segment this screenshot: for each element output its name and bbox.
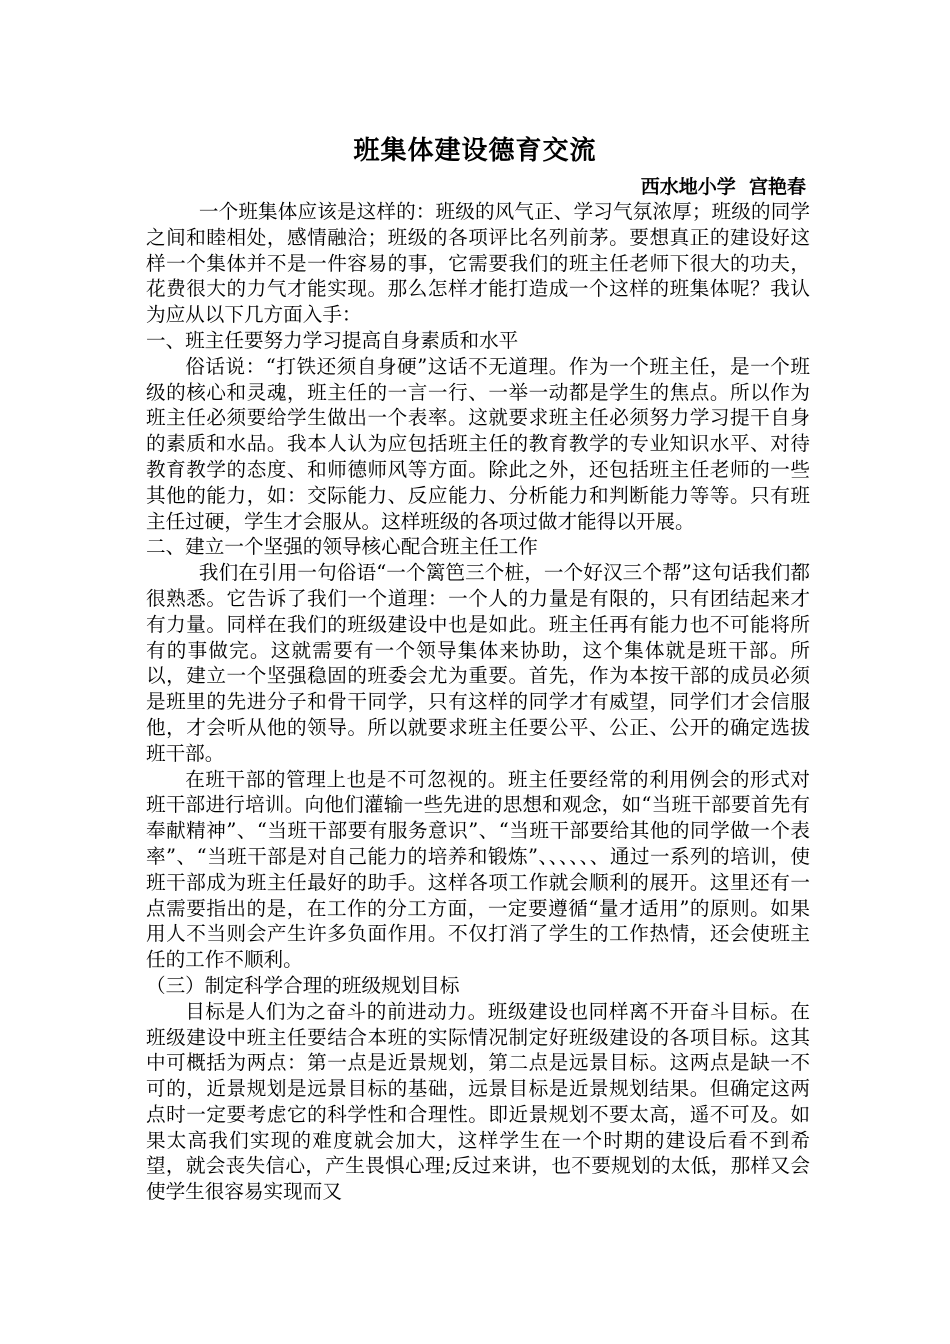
section-1-heading: 一、班主任要努力学习提高自身素质和水平 [146, 328, 519, 352]
section-3-heading: （三）制定科学合理的班级规划目标 [146, 973, 460, 997]
section-1-paragraph: 俗话说：“打铁还须自身硬”这话不无道理。作为一个班主任，是一个班级的核心和灵魂，班主任的一言一行、一举一动都是学生的焦点。所以作为班主任必须要给学生做出一个表率。这就要求班主任必须努力学习提干自身的素质和水品。我本人认为应包括班主任的教育教学的专业知识水平、对待教育教学的态度、和师德师风等方面。除此之外，还包括班主任老师的一些其他的能力，如：交际能力、反应能力、分析能力和判断能力等等。只有班主任过硬，学生才会服从。这样班级的各项过做才能得以开展。 [146, 354, 810, 533]
author-line: 西水地小学 宫艳春 [640, 176, 806, 198]
section-2-paragraph-2: 在班干部的管理上也是不可忽视的。班主任要经常的利用例会的形式对班干部进行培训。向他们灌输一些先进的思想和观念，如“当班干部要首先有奉献精神”、“当班干部要有服务意识”、“当班干部要给其他的同学做一个表率”、“当班干部是对自己能力的培养和锻炼”、、、、、、通过一系列的培训，使班干部成为班主任最好的助手。这样各项工作就会顺利的展开。这里还有一点需要指出的是，在工作的分工方面，一定要遵循“量才适用”的原则。如果用人不当则会产生许多负面作用。不仅打消了学生的工作热情，还会使班主任的工作不顺利。 [146, 767, 810, 972]
section-2-heading: 二、建立一个坚强的领导核心配合班主任工作 [146, 535, 538, 559]
document-title: 班集体建设德育交流 [353, 136, 597, 166]
intro-paragraph: 一个班集体应该是这样的：班级的风气正、学习气氛浓厚；班级的同学之间和睦相处，感情融洽；班级的各项评比名列前茅。要想真正的建设好这样一个集体并不是一件容易的事，它需要我们的班主任老师下很大的功夫，花费很大的力气才能实现。那么怎样才能打造成一个这样的班集体呢？我认为应从以下几方面入手： [146, 200, 810, 327]
section-3-paragraph: 目标是人们为之奋斗的前进动力。班级建设也同样离不开奋斗目标。在班级建设中班主任要结合本班的实际情况制定好班级建设的各项目标。这其中可概括为两点：第一点是近景规划，第二点是远景目标。这两点是缺一不可的，近景规划是远景目标的基础，远景目标是近景规划结果。但确定这两点时一定要考虑它的科学性和合理性。即近景规划不要太高，遥不可及。如果太高我们实现的难度就会加大，这样学生在一个时期的建设后看不到希望，就会丧失信心，产生畏惧心理;反过来讲，也不要规划的太低，那样又会使学生很容易实现而又 [146, 999, 810, 1204]
document-body [146, 199, 810, 1205]
section-2-paragraph-1: 我们在引用一句俗语“一个篱笆三个桩，一个好汉三个帮”这句话我们都很熟悉。它告诉了我们一个道理：一个人的力量是有限的，只有团结起来才有力量。同样在我们的班级建设中也是如此。班主任再有能力也不可能将所有的事做完。这就需要有一个领导集体来协助，这个集体就是班干部。所以，建立一个坚强稳固的班委会尤为重要。首先，作为本按干部的成员必须是班里的先进分子和骨干同学，只有这样的同学才有威望，同学们才会信服他，才会听从他的领导。所以就要求班主任要公平、公正、公开的确定选拔班干部。 [146, 561, 810, 765]
